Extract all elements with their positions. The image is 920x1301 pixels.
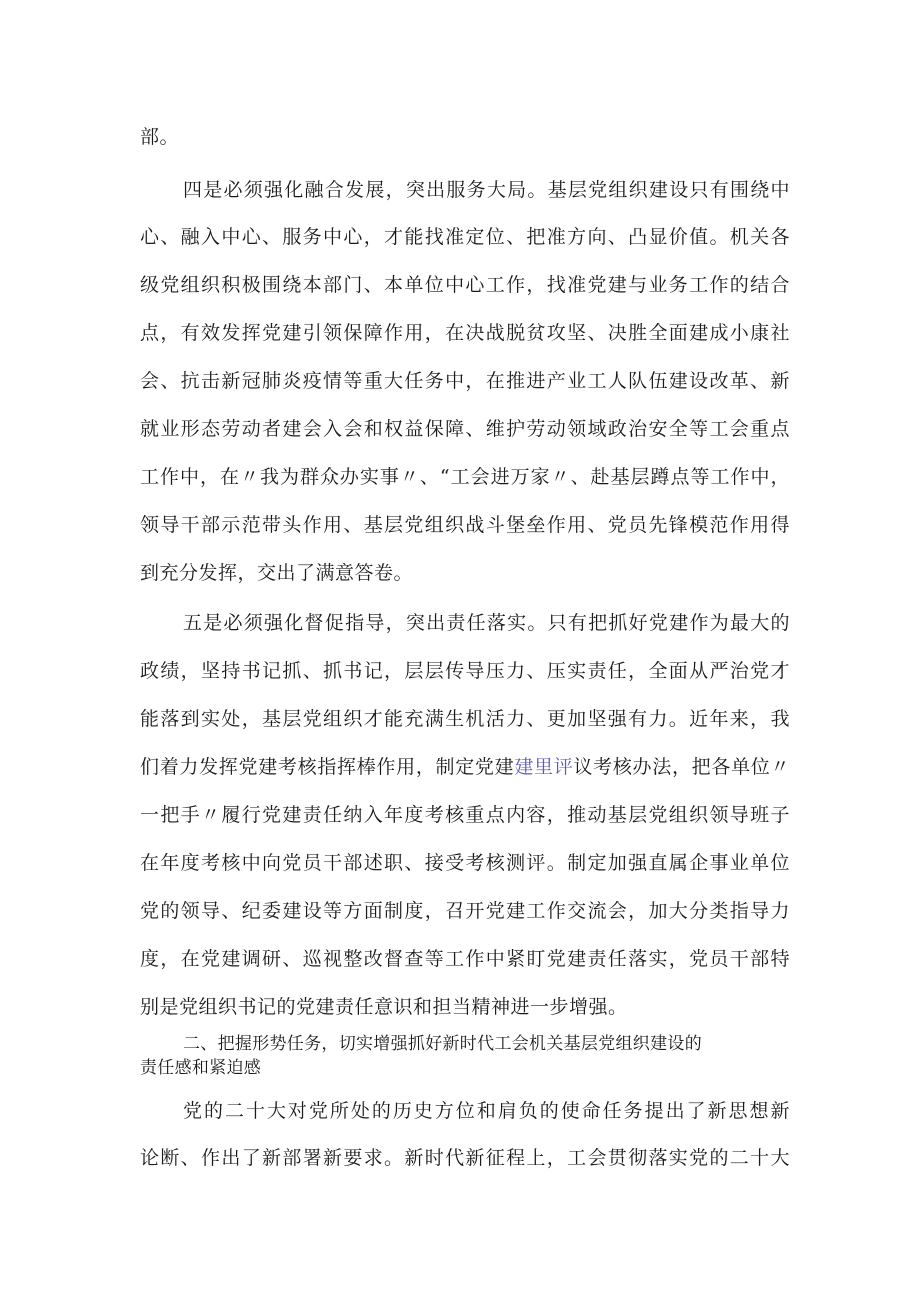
- paragraph-line: 点，有效发挥党建引领保障作用，在决战脱贫攻坚、决胜全面建成小康社: [140, 322, 790, 344]
- paragraph-line: 五是必须强化督促指导，突出责任落实。只有把抓好党建作为最大的: [183, 612, 790, 634]
- paragraph-line: 领导干部示范带头作用、基层党组织战斗堡垒作用、党员先锋模范作用得: [140, 514, 790, 536]
- highlighted-text: 建里评: [514, 756, 574, 778]
- paragraph-line: [140, 752, 790, 779]
- line-segment: 议考核办法，把各单位〃: [573, 756, 790, 778]
- paragraph-line: 心、融入中心、服务中心，才能找准定位、把准方向、凸显价值。机关各: [140, 226, 790, 248]
- paragraph-line: 别是党组织书记的党建责任意识和担当精神进一步增强。: [140, 996, 628, 1018]
- section-heading-continued: 责任感和紧迫感: [140, 1058, 262, 1078]
- section-heading: 二、把握形势任务，切实增强抓好新时代工会机关基层党组织建设的: [183, 1034, 702, 1054]
- paragraph-line: 四是必须强化融合发展，突出服务大局。基层党组织建设只有围绕中: [183, 179, 790, 201]
- paragraph-line: 到充分发挥，交出了满意答卷。: [140, 562, 414, 584]
- paragraph-line: 党的领导、纪委建设等方面制度，召开党建工作交流会，加大分类指导力: [140, 900, 790, 922]
- paragraph-line: 党的二十大对党所处的历史方位和肩负的使命任务提出了新思想新: [183, 1100, 790, 1122]
- paragraph-line: 工作中，在〃我为群众办实事〃、“工会进万家〃、赴基层蹲点等工作中，: [140, 466, 790, 488]
- paragraph-line: 能落到实处，基层党组织才能充满生机活力、更加坚强有力。近年来，我: [140, 708, 790, 730]
- paragraph-line: 论断、作出了新部署新要求。新时代新征程上，工会贯彻落实党的二十大: [140, 1147, 790, 1169]
- paragraph-line: 就业形态劳动者建会入会和权益保障、维护劳动领域政治安全等工会重点: [140, 418, 790, 440]
- paragraph-line: 级党组织积极围绕本部门、本单位中心工作，找准党建与业务工作的结合: [140, 274, 790, 296]
- paragraph-line: 一把手〃履行党建责任纳入年度考核重点内容，推动基层党组织领导班子: [140, 804, 790, 826]
- paragraph-line: 政绩，坚持书记抓、抓书记，层层传导压力、压实责任，全面从严治党才: [140, 660, 790, 682]
- line-segment: 们着力发挥党建考核指挥棒作用，制定党建: [140, 756, 515, 778]
- paragraph-line: 度，在党建调研、巡视整改督查等工作中紧盯党建责任落实，党员干部特: [140, 948, 790, 970]
- paragraph-line: 在年度考核中向党员干部述职、接受考核测评。制定加强直属企事业单位: [140, 852, 790, 874]
- paragraph-line: 部。: [140, 126, 180, 148]
- paragraph-line: 会、抗击新冠肺炎疫情等重大任务中，在推进产业工人队伍建设改革、新: [140, 370, 790, 392]
